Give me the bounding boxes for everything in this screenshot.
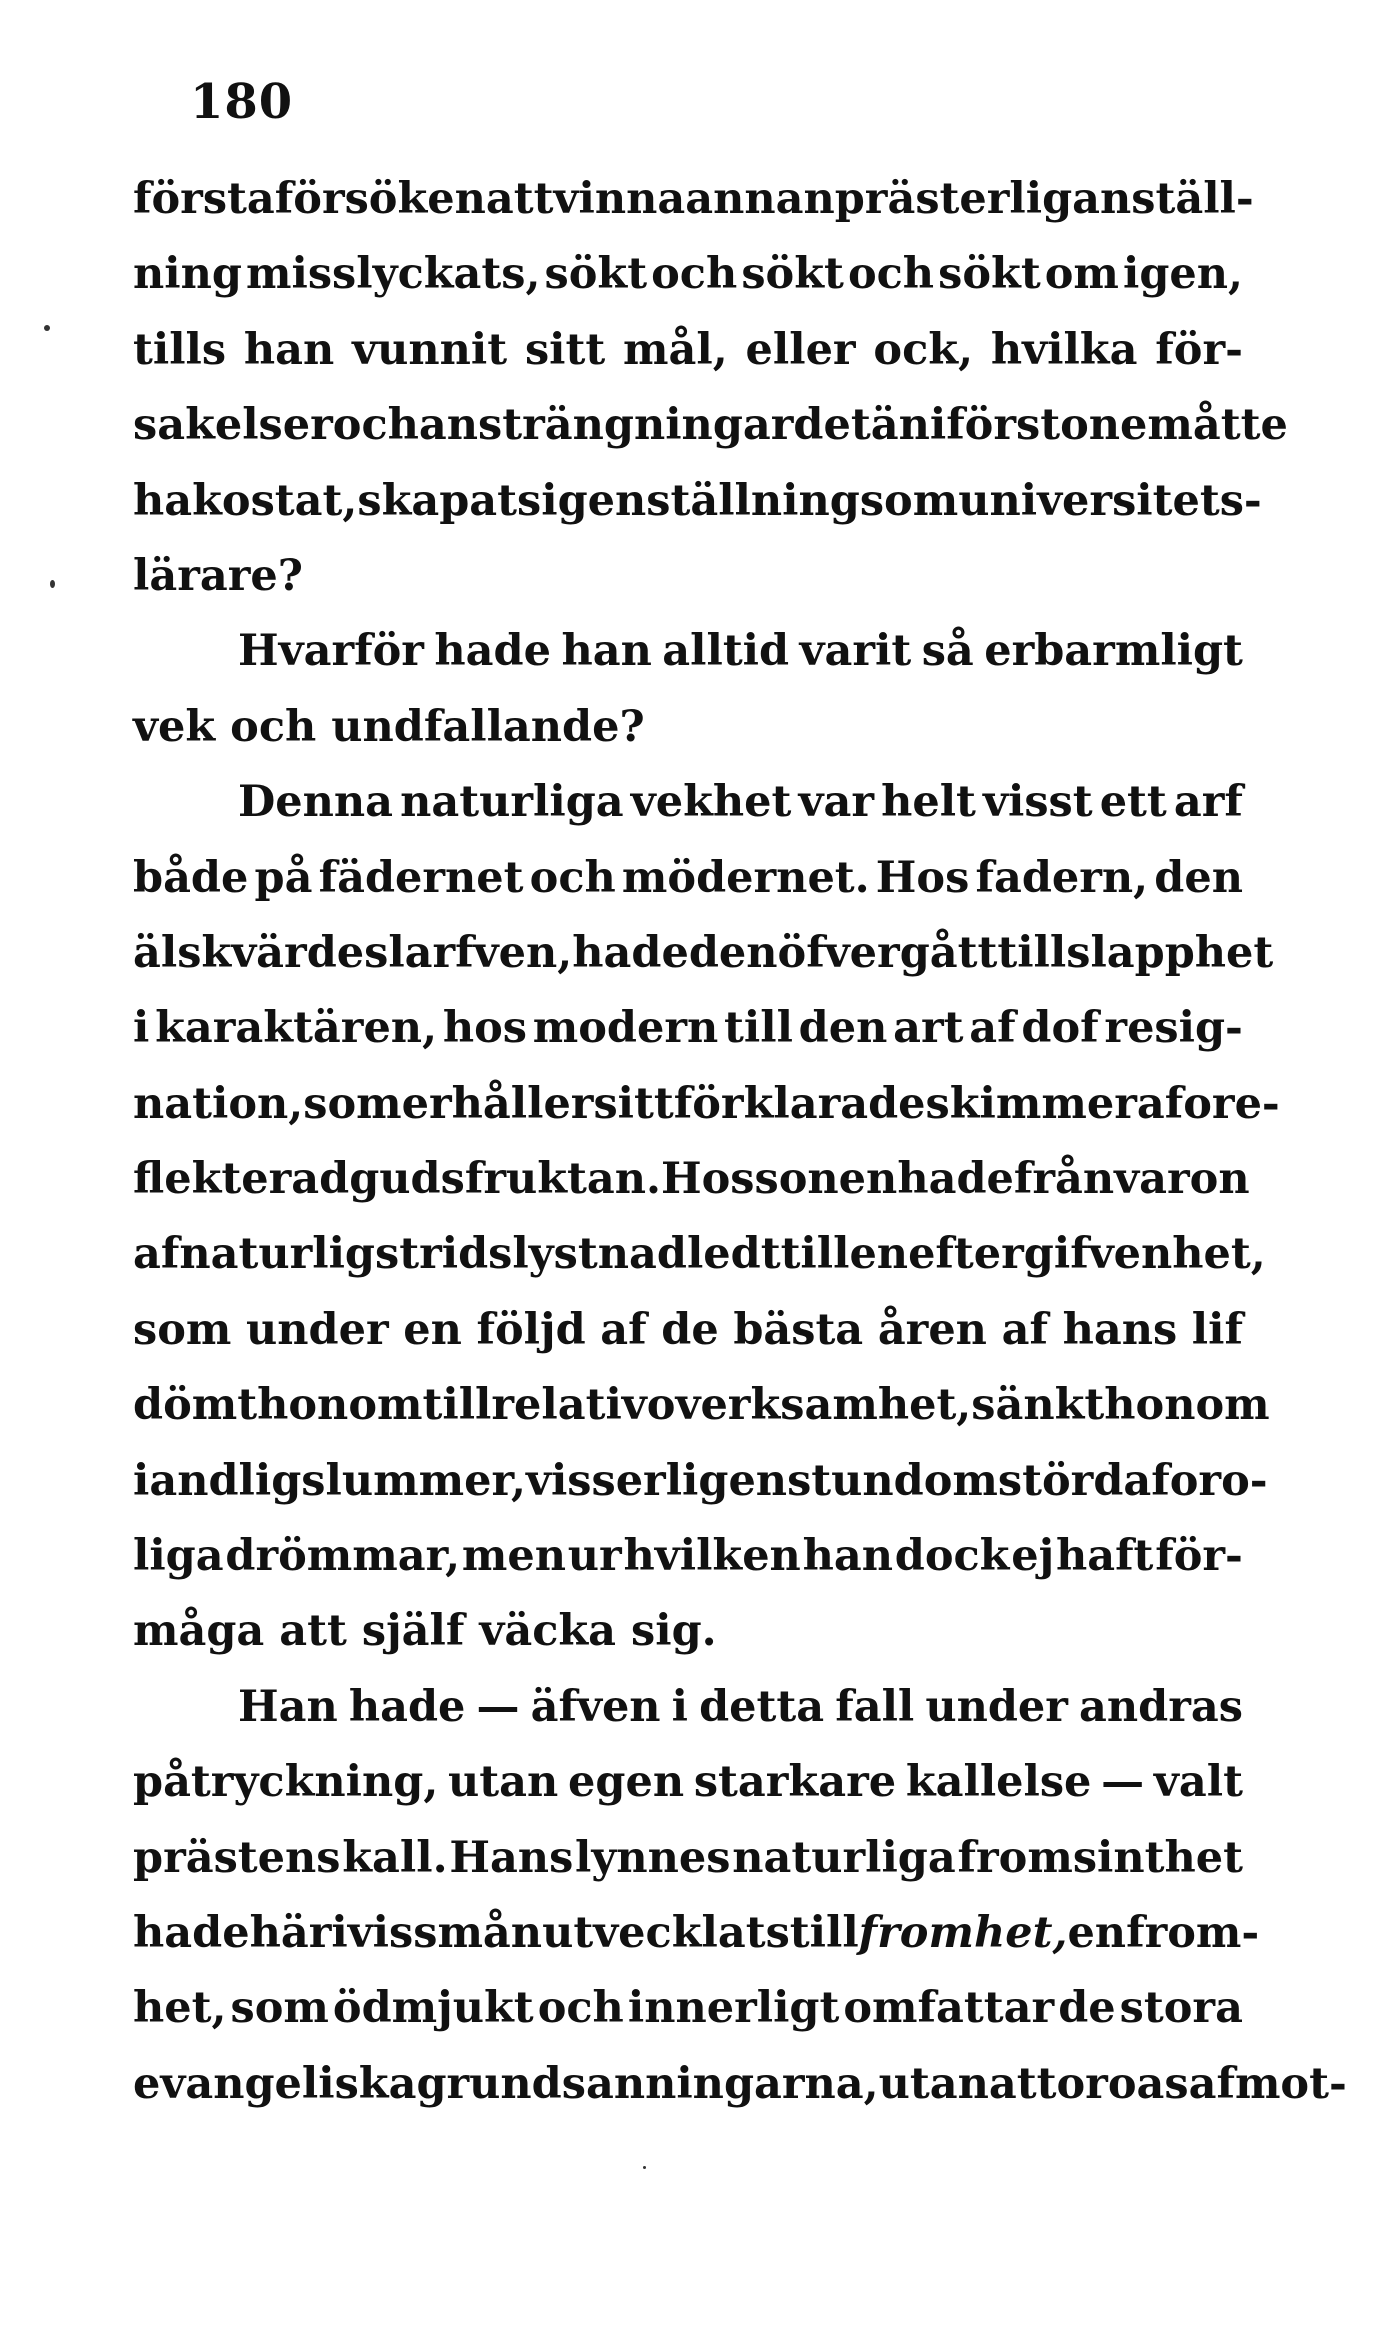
word: och [651, 249, 738, 300]
word: mödernet. [621, 852, 870, 903]
word: liga [133, 1531, 224, 1582]
word: än [870, 400, 930, 451]
word: haft [1055, 1531, 1154, 1582]
scan-speck [44, 325, 50, 331]
word: sakelser [133, 400, 333, 451]
word: prästerlig [834, 174, 1073, 224]
scan-speck [643, 2166, 646, 2169]
word: slarfven, [364, 927, 573, 978]
word: overksamhet, [646, 1380, 972, 1431]
word: öfvergått [777, 927, 998, 978]
word: lif [1191, 1304, 1243, 1355]
word: af [1001, 1304, 1048, 1355]
word: karaktären, [155, 1003, 438, 1054]
word: arf [1173, 777, 1243, 828]
text-line [133, 1067, 1280, 1142]
word: som [230, 1983, 329, 2034]
word: ning [133, 249, 242, 300]
word: ansträngningar [418, 400, 794, 451]
word: att [988, 2058, 1057, 2109]
word: af [600, 1304, 647, 1355]
word: Hvarför [238, 626, 424, 677]
word: naturlig [179, 1229, 376, 1280]
word: honom [257, 1380, 423, 1431]
word: nation, [133, 1078, 304, 1129]
word: visst [983, 777, 1093, 828]
word: stridslystnad [375, 1229, 687, 1280]
word: första [133, 174, 275, 224]
word: kall. [342, 1832, 448, 1883]
word: hans [1062, 1304, 1178, 1355]
word: i [331, 1907, 348, 1958]
word: sökt [938, 249, 1041, 300]
word: påtryckning, [133, 1757, 439, 1808]
word: hade [572, 927, 689, 978]
word: de [1058, 1983, 1116, 2034]
word: älskvärde [133, 927, 365, 978]
word: äfven [530, 1681, 661, 1732]
word: dock [894, 1531, 1010, 1582]
word: för- [1155, 1531, 1243, 1582]
text-line [133, 1896, 1260, 1971]
word: att [485, 174, 554, 224]
word: en [403, 1304, 462, 1355]
word: slapphet [1066, 927, 1274, 978]
word: skimmer [925, 1078, 1137, 1129]
word: hvilka [990, 324, 1138, 375]
text-line [133, 388, 1288, 463]
word: som [859, 475, 959, 526]
word: i [671, 1681, 689, 1732]
word: fromsinthet [957, 1832, 1243, 1883]
word: grundsanningarna, [416, 2058, 879, 2109]
word: han [561, 626, 652, 677]
word: utvecklats [542, 1907, 790, 1958]
text-line [133, 313, 1243, 388]
word: för- [1155, 324, 1243, 375]
text-line [133, 1745, 1243, 1820]
word: hos [442, 1003, 527, 1054]
word: helt [881, 777, 976, 828]
word: sig. [631, 1606, 717, 1657]
word: ha [133, 475, 193, 526]
word: oro- [1169, 1455, 1268, 1506]
text-line [133, 1217, 1266, 1292]
word: detta [699, 1681, 825, 1732]
word: eller [745, 324, 856, 375]
word: en [587, 475, 647, 526]
word: ej [1011, 1531, 1055, 1582]
word: både [133, 852, 249, 903]
word: utan [878, 2058, 989, 2109]
word: som [303, 1078, 402, 1129]
word: lynnes [575, 1832, 731, 1883]
text-line [133, 916, 1274, 991]
word: försöken [274, 174, 486, 224]
word: from- [1126, 1907, 1260, 1958]
word: dof [1021, 1003, 1099, 1054]
word: men [461, 1531, 567, 1582]
word: han [243, 324, 335, 375]
word: i [929, 400, 947, 451]
word: utan [448, 1757, 559, 1808]
word: stundom [787, 1455, 998, 1506]
word: andlig [149, 1455, 302, 1506]
text-line [133, 841, 1243, 916]
word: fädernet [318, 852, 524, 903]
text-line [133, 1670, 1243, 1745]
word: och [332, 400, 419, 451]
word: ledt [686, 1229, 781, 1280]
word: resig- [1104, 1003, 1243, 1054]
word: af [1188, 2058, 1235, 2109]
word: alltid [662, 626, 790, 677]
body-text [133, 162, 1347, 2122]
text-line [133, 1444, 1268, 1519]
word: eftergifvenhet, [908, 1229, 1266, 1280]
word: misslyckats, [246, 249, 541, 300]
word: vek [133, 701, 216, 752]
word: sökt [544, 249, 648, 300]
word: förstone [946, 400, 1148, 451]
word: stora [1119, 1983, 1243, 2034]
word: — [476, 1681, 520, 1732]
word: hade [133, 1907, 250, 1958]
word: Denna [238, 777, 394, 828]
word: varit [799, 626, 912, 677]
word: en [849, 1229, 909, 1280]
word: under [925, 1681, 1068, 1732]
word: Hans [449, 1832, 574, 1883]
word: evangeliska [133, 2058, 417, 2109]
text-line [133, 1142, 1250, 1217]
word: relativ [491, 1380, 647, 1431]
word: af [1123, 1455, 1170, 1506]
word: Han [238, 1681, 338, 1732]
word: naturliga [400, 777, 624, 828]
word: omfattar [843, 1983, 1055, 2034]
word: sitt [593, 1078, 674, 1129]
word: sänkt [971, 1380, 1105, 1431]
word: vinna [553, 174, 686, 224]
word: visserligen [525, 1455, 788, 1506]
text-line [133, 162, 1254, 237]
word: fromhet, [858, 1907, 1068, 1958]
word: dömt [133, 1380, 258, 1431]
text-line [133, 1594, 1243, 1669]
word: som [133, 1304, 232, 1355]
word: drömmar, [225, 1531, 461, 1582]
word: viss [347, 1907, 438, 1958]
page-number: 180 [190, 74, 294, 130]
word: erhåller [401, 1078, 594, 1129]
word: kostat, [192, 475, 358, 526]
word: vunnit [352, 324, 508, 375]
word: sökt [741, 249, 844, 300]
word: flekterad [133, 1154, 350, 1205]
word: oroas [1056, 2058, 1189, 2109]
word: ödmjukt [332, 1983, 534, 2034]
word: i [133, 1003, 150, 1054]
word: af [1136, 1078, 1184, 1129]
text-line [133, 765, 1243, 840]
word: till [724, 1003, 793, 1054]
word: af [133, 1229, 180, 1280]
word: följd [476, 1304, 586, 1355]
word: naturliga [732, 1832, 956, 1883]
word: het, [133, 1983, 227, 2034]
word: och [537, 1983, 624, 2034]
word: förklarade [673, 1078, 926, 1129]
word: till [422, 1380, 492, 1431]
word: af [969, 1003, 1016, 1054]
word: måga [133, 1606, 265, 1657]
word: sonen [754, 1154, 898, 1205]
word: och [847, 249, 935, 300]
word: universitets- [958, 475, 1262, 526]
word: om [1044, 249, 1119, 300]
word: mål, [623, 324, 728, 375]
text-line [133, 464, 1262, 539]
word: den [798, 1003, 888, 1054]
word: ur [567, 1531, 622, 1582]
text-line [133, 2047, 1347, 2122]
word: och [529, 852, 616, 903]
word: de [661, 1304, 719, 1355]
text-line [133, 539, 1243, 614]
text-line [133, 1368, 1270, 1443]
word: hade [897, 1154, 1014, 1205]
word: valt [1153, 1757, 1243, 1808]
word: själf [361, 1606, 465, 1657]
word: sitt [524, 324, 606, 375]
word: anställ- [1072, 174, 1254, 224]
text-line [133, 1519, 1243, 1594]
text-line [133, 991, 1243, 1066]
word: det [793, 400, 871, 451]
word: att [279, 1606, 347, 1657]
word: andras [1079, 1681, 1243, 1732]
word: hade [434, 626, 551, 677]
word: till [997, 927, 1067, 978]
word: och [230, 701, 317, 752]
word: mot- [1234, 2058, 1347, 2109]
word: ett [1099, 777, 1167, 828]
word: Hos [875, 852, 970, 903]
word: fadern, [975, 852, 1149, 903]
word: på [254, 852, 313, 903]
word: här [249, 1907, 332, 1958]
text-line [133, 1971, 1243, 2046]
word: störd [997, 1455, 1124, 1506]
word: bästa [733, 1304, 864, 1355]
word: tills [133, 324, 227, 375]
word: ore- [1183, 1078, 1280, 1129]
word: egen [568, 1757, 685, 1808]
word: prästens [133, 1832, 341, 1883]
text-line [133, 690, 1243, 765]
word: åren [877, 1304, 987, 1355]
word: Hos [661, 1154, 755, 1205]
word: ock, [873, 324, 974, 375]
word: starkare [693, 1757, 897, 1808]
word: igen, [1123, 249, 1243, 300]
word: hvilken [623, 1531, 801, 1582]
text-line [133, 237, 1243, 312]
word: slummer, [301, 1455, 526, 1506]
word: fall [835, 1681, 915, 1732]
word: kallelse [905, 1757, 1092, 1808]
word: en [1067, 1907, 1127, 1958]
word: annan [685, 174, 835, 224]
word: skapat [357, 475, 518, 526]
word: till [789, 1907, 859, 1958]
word: undfallande? [331, 701, 645, 752]
word: lärare? [133, 550, 303, 601]
word: innerligt [627, 1983, 840, 2034]
word: måtte [1147, 400, 1288, 451]
word: frånvaron [1013, 1154, 1250, 1205]
word: den [1154, 852, 1243, 903]
word: så [921, 626, 974, 677]
word: modern [532, 1003, 719, 1054]
word: mån [437, 1907, 543, 1958]
text-line [133, 614, 1243, 689]
word: ställning [646, 475, 860, 526]
word: — [1101, 1757, 1145, 1808]
word: var [798, 777, 874, 828]
text-line [133, 1293, 1243, 1368]
word: i [133, 1455, 150, 1506]
text-line [133, 1821, 1243, 1896]
word: den [688, 927, 778, 978]
word: vekhet [630, 777, 792, 828]
word: erbarmligt [984, 626, 1243, 677]
word: gudsfruktan. [349, 1154, 661, 1205]
word: sig [517, 475, 588, 526]
scan-speck [50, 580, 55, 588]
word: art [893, 1003, 964, 1054]
word: till [780, 1229, 850, 1280]
word: väcka [479, 1606, 617, 1657]
word: han [802, 1531, 893, 1582]
word: under [246, 1304, 389, 1355]
word: honom [1104, 1380, 1270, 1431]
word: hade [348, 1681, 466, 1732]
